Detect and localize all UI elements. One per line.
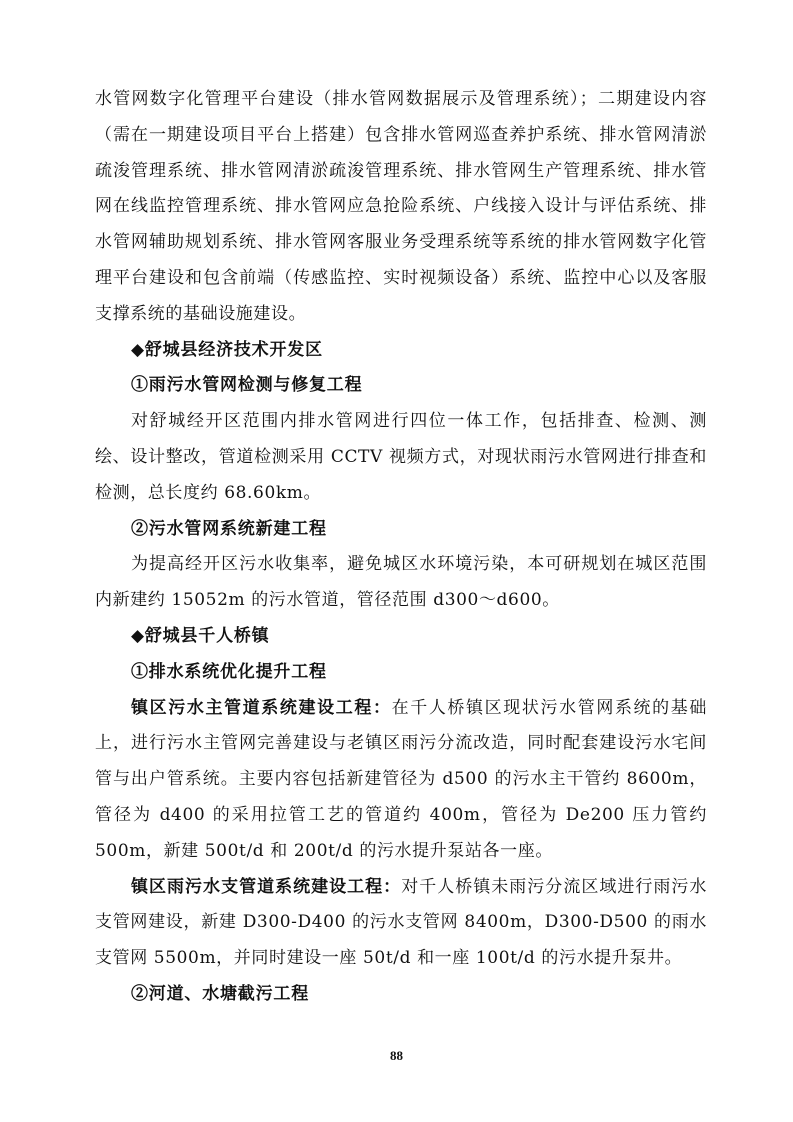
- paragraph-sewer-new-construction: 为提高经开区污水收集率，避免城区水环境污染，本可研规划在城区范围内新建约 15052m 的污水管道，管径范围 d300～d600。: [95, 554, 707, 611]
- heading-qianrenqiao-town: ◆舒城县千人桥镇: [131, 625, 270, 646]
- main-sewer-lead: 镇区污水主管道系统建设工程：: [131, 697, 392, 718]
- paragraph-platform-construction: 水管网数字化管理平台建设（排水管网数据展示及管理系统）；二期建设内容（需在一期建设项目平台上搭建）包含排水管网巡查养护系统、排水管网清淤疏浚管理系统、排水管网清淤疏浚管理系统、排水管网生产管理系统、排水管网在线监控管理系统、排水管网应急抢险系统、户线接入设计与评估系统、排水管网辅助规划系统、排水管网客服业务受理系统等系统的排水管网数字化管理平台建设和包含前端（传感监控、实时视频设备）系统、监控中心以及客服支撑系统的基础设施建设。: [95, 89, 707, 324]
- heading-river-pond-interception: ②河道、水塘截污工程: [131, 983, 309, 1004]
- heading-pipe-inspection-repair: ①雨污水管网检测与修复工程: [131, 375, 363, 396]
- branch-sewer-lead: 镇区雨污水支管道系统建设工程：: [131, 876, 402, 897]
- paragraph-pipe-inspection: 对舒城经开区范围内排水管网进行四位一体工作，包括排查、检测、测绘、设计整改，管道检测采用 CCTV 视频方式，对现状雨污水管网进行排查和检测，总长度约 68.60km。: [95, 411, 707, 503]
- paragraph-main-sewer: [95, 691, 707, 870]
- main-sewer-text: 在千人桥镇区现状污水管网系统的基础上，进行污水主管网完善建设与老镇区雨污分流改造，同时配套建设污水宅间管与出户管系统。主要内容包括新建管径为 d500 的污水主干管约 8600m，管径为 d400 的采用拉管工艺的管道约 400m，管径为 De200 压力管约 500m，新建 500t/d 和 200t/d 的污水提升泵站各一座。: [95, 697, 708, 861]
- paragraph-branch-sewer: [95, 870, 707, 977]
- page-body: [95, 82, 707, 1013]
- page-number: 88: [390, 1048, 403, 1063]
- heading-drainage-optimization: ①排水系统优化提升工程: [131, 661, 327, 682]
- heading-sewer-new-construction: ②污水管网系统新建工程: [131, 518, 327, 539]
- heading-economic-development-zone: ◆舒城县经济技术开发区: [131, 339, 323, 360]
- branch-sewer-text: 对千人桥镇未雨污分流区域进行雨污水支管网建设，新建 D300-D400 的污水支管网 8400m，D300-D500 的雨水支管网 5500m，并同时建设一座 50t/d 和一座 100t/d 的污水提升泵井。: [95, 876, 708, 969]
